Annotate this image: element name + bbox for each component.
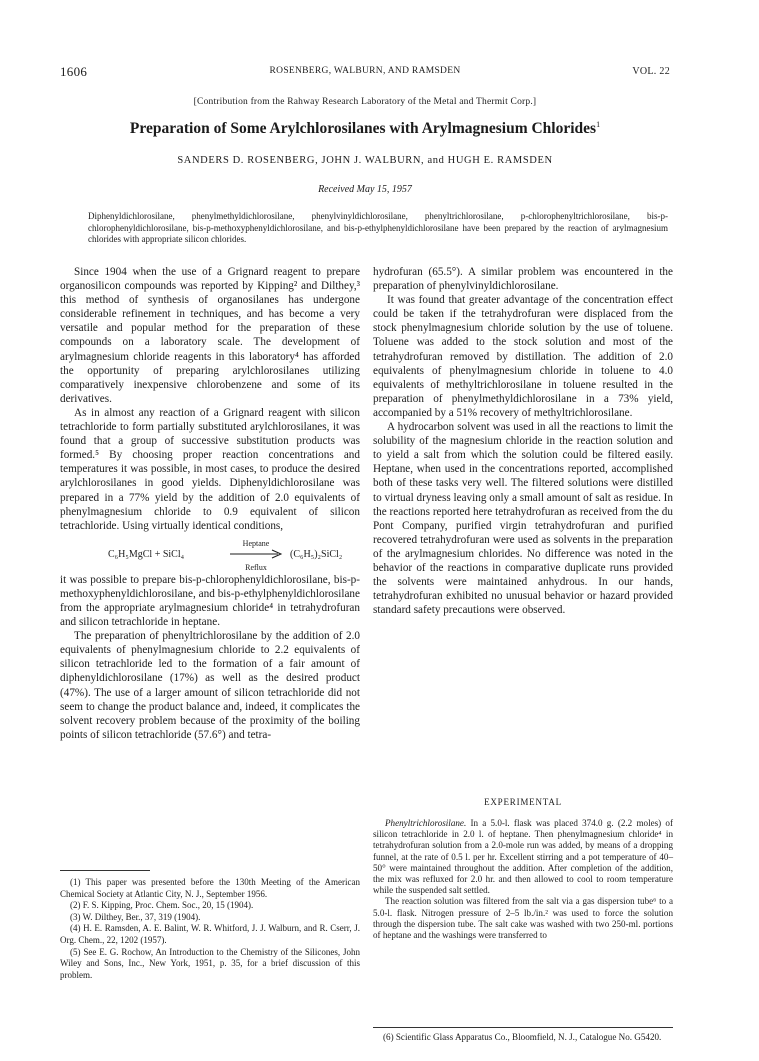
paragraph: As in almost any reaction of a Grignard reagent with silicon tetrachloride to form partially substituted arylchlorosilanes, it was found that a group of successive substitution products was formed.⁵ By choosing proper reaction concentrations and temperatures it was possible, in most cases, to produce the desired arylchlorosilanes in good yields. Diphenyldichlorosilane was prepared in a 77% yield by the addition of 2.0 equivalents of phenylmagnesium chloride to 0.9 equivalent of silicon tetrachloride. Using virtually identical conditions, [60,406,360,532]
experimental-heading: EXPERIMENTAL [484,797,562,807]
page-number: 1606 [60,64,88,79]
right-column [373,265,673,617]
equation-solvent-label: Heptane [242,538,270,548]
running-authors: ROSENBERG, WALBURN, AND RAMSDEN [269,66,461,76]
paragraph: A hydrocarbon solvent was used in all the reactions to limit the solubility of the magnesium chloride in the reaction solution and to yield a salt from which the solution could be filtered easily. Heptane, when used in the concentrations reported, accomplished both of these tasks very well. The filtered solutions were distilled to virtual dryness leaving only a small amount of salt as residue. In the reactions reported here tetrahydrofuran as received from the du Pont Company, purified virgin tetrahydrofuran and purified recovered tetrahydrofuran were used as solvents in the preparation of the arylmagnesium chlorides. No difference was noted in the behavior of the reactions in comparative duplicate runs provided the solvents were maintained anhydrous. In our hands, tetrahydrofuran exhibited no unusual behavior or hazard provided standard safety precautions were observed. [373,421,673,617]
footnote-rule [60,870,150,871]
running-header [60,64,670,80]
experimental-section [373,818,673,941]
paragraph: hydrofuran (65.5°). A similar problem was encountered in the preparation of phenylvinyldichlorosilane. [373,266,673,293]
paragraph: it was possible to prepare bis-p-chlorophenyldichlorosilane, bis-p-methoxyphenyldichlorosilane, and bis-p-ethylphenyldichlorosilane from the appropriate arylmagnesium chloride⁴ in tetrahydrofuran and silicon tetrachloride in heptane. [60,573,360,629]
footnotes-right [373,1027,673,1043]
footnote: (2) F. S. Kipping, Proc. Chem. Soc., 20, 15 (1904). [70,900,254,911]
title-footnote-marker: 1 [596,120,601,129]
footnote: (1) This paper was presented before the 130th Meeting of the American Chemical Society at Atlantic City, N. J., September 1956. [60,877,360,899]
equation-product: (C₆H₅)₂SiCl₂ [290,548,343,560]
footnote: (3) W. Dilthey, Ber., 37, 319 (1904). [70,911,201,922]
footnote: (4) H. E. Ramsden, A. E. Balint, W. R. Whitford, J. J. Walburn, and R. Cserr, J. Org. Chem., 22, 1202 (1957). [60,923,360,945]
equation-condition-label: Reflux [245,562,267,572]
contribution-line: [Contribution from the Rahway Research Laboratory of the Metal and Thermit Corp.] [193,97,537,107]
footnote-rule [373,1027,673,1028]
footnote: (5) See E. G. Rochow, An Introduction to the Chemistry of the Silicones, John Wiley and Sons, Inc., New York, 1951, p. 35, for a brief discussion of this problem. [60,946,360,980]
article-title [60,120,670,138]
paragraph: The preparation of phenyltrichlorosilane by the addition of 2.0 equivalents of phenylmagnesium chloride to 2.2 equivalents of silicon tetrachloride led to the formation of a fair amount of diphenyldichlorosilane (17%) as well as the desired product (47%). The use of a larger amount of silicon tetrachloride did not seem to change the product balance and, indeed, it complicates the solvent recovery problem because of the proximity of the boiling points of silicon tetrachloride (57.6°) and tetra- [60,630,360,741]
received-date: Received May 15, 1957 [318,184,412,195]
author-byline: SANDERS D. ROSENBERG, JOHN J. WALBURN, and HUGH E. RAMSDEN [177,155,553,166]
equation-reactants: C₆H₅MgCl + SiCl₄ [108,548,185,560]
volume-label: VOL. 22 [632,66,670,77]
paragraph: It was found that greater advantage of the concentration effect could be taken if the tetrahydrofuran were displaced from the stock phenylmagnesium chloride solution by the use of toluene. Toluene was added to the stock solution and most of the tetrahydrofuran removed by distillation. The addition of 2.0 equivalents of phenylmagnesium chloride in toluene to 4.0 equivalents of methyltrichlorosilane in toluene resulted in the preparation of phenylmethyldichlorosilane in a 73% yield, accompanied by a 51% recovery of methyltrichlorosilane. [373,294,673,419]
abstract: Diphenyldichlorosilane, phenylmethyldichlorosilane, phenylvinyldichlorosilane, phenyltrichlorosilane, p-chlorophenyltrichlorosilane, bis-p-chlorophenyldichlorosilane, bis-p-methoxyphenyldichlorosilane, and bis-p-ethylphenyldichlorosilane have been prepared by the reaction of arylmagnesium chlorides with appropriate silicon chlorides. [88,211,668,244]
footnote: (6) Scientific Glass Apparatus Co., Bloomfield, N. J., Catalogue No. G5420. [383,1032,662,1042]
compound-lead: Phenyltrichlorosilane. [385,818,467,828]
paragraph-text: In a 5.0-l. flask was placed 374.0 g. (2.2 moles) of silicon tetrachloride in 2.0 l. of heptane. Then phenylmagnesium chloride⁴ in tetrahydrofuran solution from a 2.0-mole run was added, by means of a dropping funnel, at the rate of 0.5 l. per hr. Excellent stirring and a pot temperature of 40–50° were maintained throughout the addition. After completion of the addition, the mix was refluxed for 2.0 hr. and then allowed to cool to room temperature while the suspended salt settled. [373,818,673,896]
paragraph: The reaction solution was filtered from the salt via a gas dispersion tube⁶ to a 5.0-l. flask. Nitrogen pressure of 2–5 lb./in.² was used to force the solution through the dispersion tube. The salt cake was washed with two 250-ml. portions of heptane and the washings were transferred to [373,896,673,941]
paragraph [373,818,673,896]
left-column [60,265,360,742]
reaction-arrow-icon [228,547,284,561]
reaction-equation [60,537,360,571]
footnotes-left [60,870,360,981]
title-text: Preparation of Some Arylchlorosilanes with Arylmagnesium Chlorides [129,120,597,138]
paragraph: Since 1904 when the use of a Grignard reagent to prepare organosilicon compounds was reported by Kipping² and Dilthey,³ this method of synthesis of organosilanes has undergone considerable refinement in techniques, and has become a very versatile and popular method for the preparation of these compounds on a laboratory scale. The development of arylmagnesium chloride reagents in this laboratory⁴ has afforded the opportunity of preparing arylchlorosilanes utilizing comparatively inexpensive chlorobenzene and some of its derivatives. [60,266,360,405]
